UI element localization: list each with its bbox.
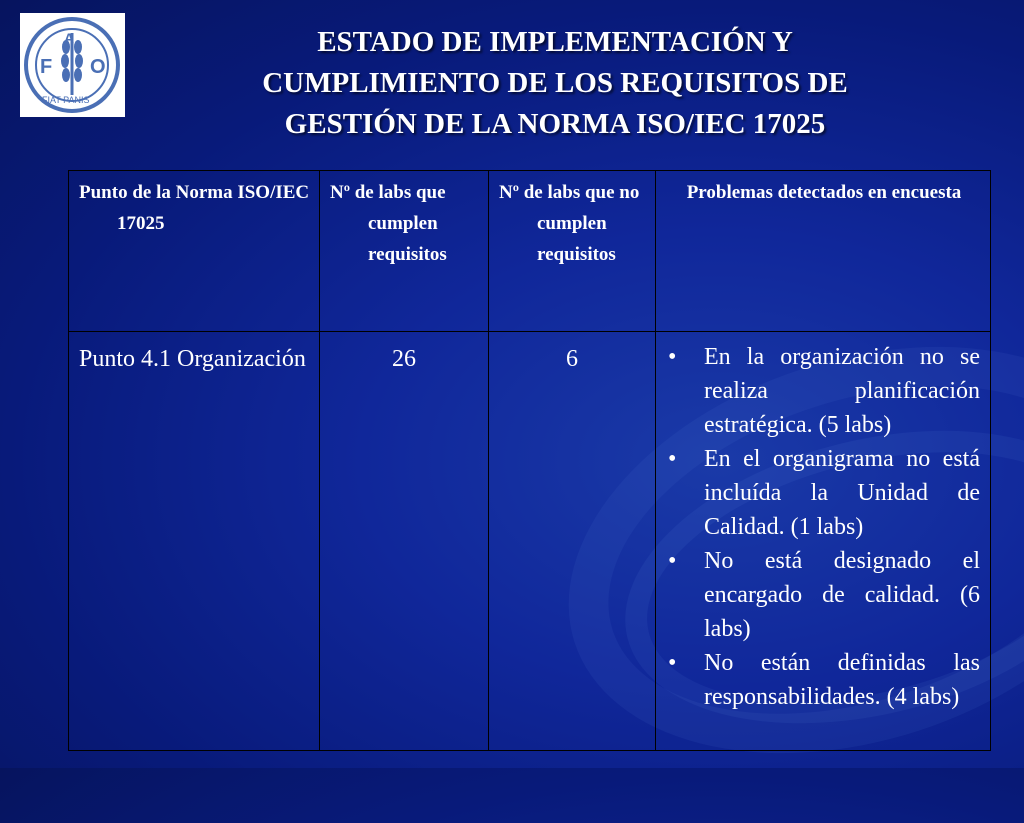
problem-text: No están definidas las responsabilidades. (4 labs) bbox=[704, 650, 980, 710]
row-point: Punto 4.1 Organización bbox=[79, 346, 306, 372]
row-not-comply: 6 bbox=[566, 346, 578, 372]
row-comply: 26 bbox=[392, 346, 416, 372]
cell-point bbox=[69, 332, 320, 751]
header-not-comply: Nº de labs que no cumplen requisitos bbox=[499, 182, 640, 265]
slide-title bbox=[160, 22, 950, 145]
fao-logo-icon bbox=[20, 13, 125, 117]
title-line-1: ESTADO DE IMPLEMENTACIÓN Y bbox=[317, 26, 793, 58]
logo-letter-f: F bbox=[40, 56, 53, 78]
table-row bbox=[69, 332, 991, 751]
header-comply: Nº de labs que cumplen requisitos bbox=[330, 182, 447, 265]
title-line-3: GESTIÓN DE LA NORMA ISO/IEC 17025 bbox=[284, 108, 826, 140]
requirements-table bbox=[68, 170, 991, 751]
list-item bbox=[656, 544, 980, 646]
logo-letter-o: O bbox=[90, 56, 106, 78]
cell-comply bbox=[320, 332, 489, 751]
header-cell-problems bbox=[656, 171, 991, 332]
cell-problems bbox=[656, 332, 991, 751]
problem-text: No está designado el encargado de calidad. (6 labs) bbox=[704, 548, 980, 642]
header-cell-point bbox=[69, 171, 320, 332]
header-point: Punto de la Norma ISO/IEC 17025 bbox=[79, 182, 310, 234]
table-header-row bbox=[69, 171, 991, 332]
problems-list bbox=[656, 332, 990, 714]
header-problems: Problemas detectados en encuesta bbox=[686, 182, 962, 203]
list-item bbox=[656, 646, 980, 714]
problem-text: En la organización no se realiza planificación estratégica. (5 labs) bbox=[704, 344, 980, 438]
logo-letter-a: A bbox=[64, 30, 75, 46]
bullet-icon: • bbox=[668, 650, 677, 676]
bullet-icon: • bbox=[668, 344, 677, 370]
list-item bbox=[656, 442, 980, 544]
list-item bbox=[656, 340, 980, 442]
problem-text: En el organigrama no está incluída la Unidad de Calidad. (1 labs) bbox=[704, 446, 980, 540]
title-line-2: CUMPLIMIENTO DE LOS REQUISITOS DE bbox=[262, 67, 848, 99]
header-cell-not-comply bbox=[489, 171, 656, 332]
cell-not-comply bbox=[489, 332, 656, 751]
fao-logo bbox=[20, 13, 125, 117]
bullet-icon: • bbox=[668, 548, 677, 574]
bullet-icon: • bbox=[668, 446, 677, 472]
header-cell-comply bbox=[320, 171, 489, 332]
logo-motto: FIAT PANIS bbox=[42, 95, 90, 105]
